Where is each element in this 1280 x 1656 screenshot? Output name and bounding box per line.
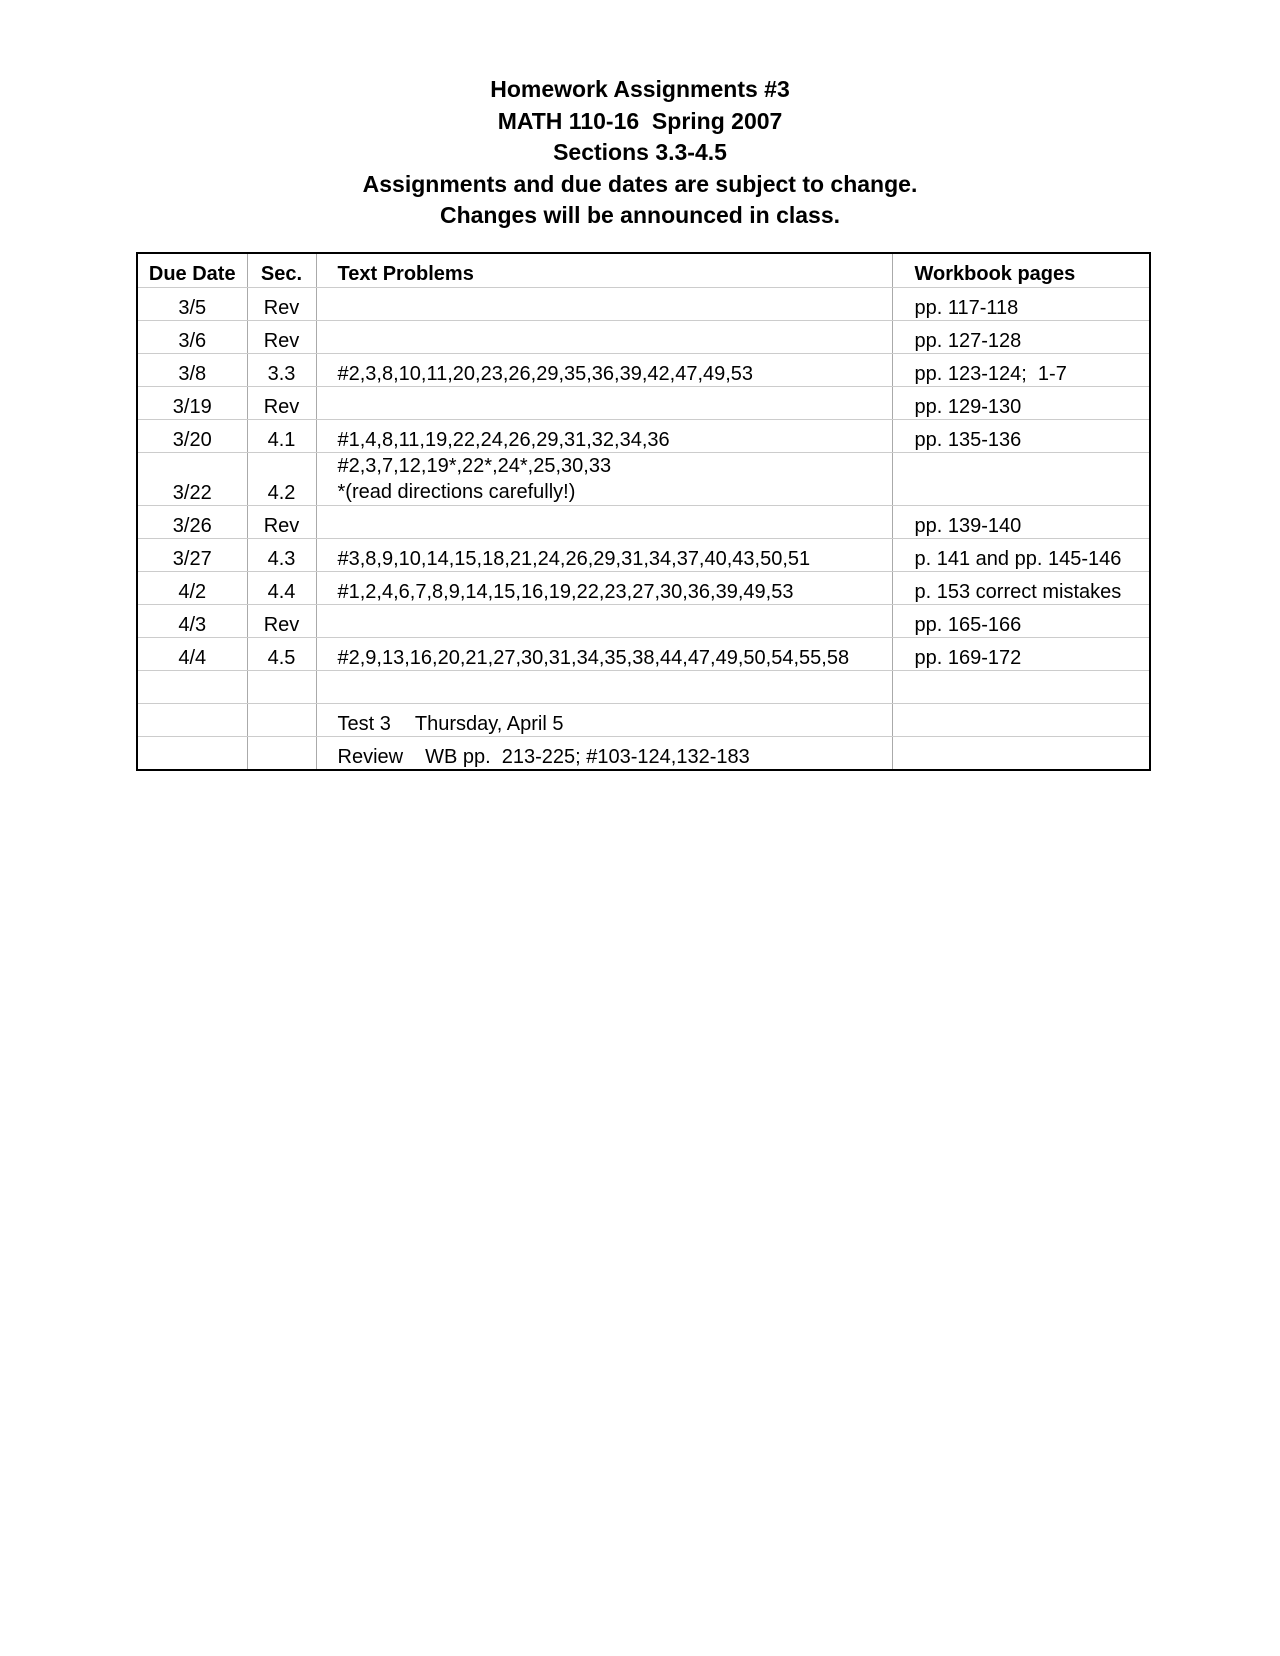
workbook-pages-cell: p. 153 correct mistakes [892, 572, 1150, 605]
section-cell: Rev [247, 605, 316, 638]
empty-cell [892, 737, 1150, 771]
text-problems-cell: #1,2,4,6,7,8,9,14,15,16,19,22,23,27,30,36,39,49,53 [316, 572, 892, 605]
table-header-row [137, 253, 1150, 288]
text-problems-cell [316, 387, 892, 420]
workbook-pages-cell: pp. 139-140 [892, 506, 1150, 539]
section-cell: 3.3 [247, 354, 316, 387]
column-header-workbook-pages: Workbook pages [892, 253, 1150, 288]
table-row [137, 387, 1150, 420]
section-cell: Rev [247, 321, 316, 354]
test-row [137, 704, 1150, 737]
column-header-text-problems: Text Problems [316, 253, 892, 288]
text-problems-cell [316, 321, 892, 354]
section-cell: 4.1 [247, 420, 316, 453]
workbook-pages-cell: p. 141 and pp. 145-146 [892, 539, 1150, 572]
table-row [137, 453, 1150, 506]
review-cell [316, 737, 892, 771]
due-date-cell: 4/3 [137, 605, 247, 638]
due-date-cell: 3/19 [137, 387, 247, 420]
empty-cell [247, 737, 316, 771]
notice-subject-to-change: Assignments and due dates are subject to change. [362, 170, 918, 197]
text-problems-cell: #1,4,8,11,19,22,24,26,29,31,32,34,36 [316, 420, 892, 453]
table-row [137, 572, 1150, 605]
empty-cell [137, 671, 247, 704]
section-cell: 4.3 [247, 539, 316, 572]
empty-cell [892, 704, 1150, 737]
text-problems-list: #2,3,7,12,19*,22*,24*,25,30,33 [337, 455, 612, 477]
document-title: Homework Assignments #3 [490, 76, 790, 102]
section-cell: Rev [247, 387, 316, 420]
workbook-pages-cell: pp. 169-172 [892, 638, 1150, 671]
workbook-pages-cell: pp. 129-130 [892, 387, 1150, 420]
sections-info: Sections 3.3-4.5 [553, 139, 727, 165]
text-problems-cell: #2,3,8,10,11,20,23,26,29,35,36,39,42,47,49,53 [316, 354, 892, 387]
empty-cell [316, 671, 892, 704]
table-row [137, 605, 1150, 638]
due-date-cell: 3/20 [137, 420, 247, 453]
due-date-cell: 4/4 [137, 638, 247, 671]
table-row [137, 288, 1150, 321]
document-header [0, 74, 1280, 232]
empty-cell [892, 671, 1150, 704]
due-date-cell: 3/8 [137, 354, 247, 387]
workbook-pages-cell [892, 453, 1150, 506]
section-cell: Rev [247, 506, 316, 539]
text-problems-cell [316, 453, 892, 506]
table-row [137, 420, 1150, 453]
review-label: Review [337, 746, 404, 768]
empty-cell [247, 671, 316, 704]
text-problems-cell [316, 605, 892, 638]
text-problems-cell: #2,9,13,16,20,21,27,30,31,34,35,38,44,47,49,50,54,55,58 [316, 638, 892, 671]
table-row [137, 506, 1150, 539]
section-cell: 4.2 [247, 453, 316, 506]
table-row [137, 321, 1150, 354]
course-info: MATH 110-16 Spring 2007 [497, 107, 783, 134]
due-date-cell: 4/2 [137, 572, 247, 605]
due-date-cell: 3/5 [137, 288, 247, 321]
table-row [137, 638, 1150, 671]
test-label: Test 3 [337, 713, 391, 735]
text-problems-cell [316, 506, 892, 539]
empty-row [137, 671, 1150, 704]
empty-cell [137, 737, 247, 771]
workbook-pages-cell: pp. 127-128 [892, 321, 1150, 354]
test-cell [316, 704, 892, 737]
column-header-due-date: Due Date [137, 253, 247, 288]
due-date-cell: 3/22 [137, 453, 247, 506]
due-date-cell: 3/27 [137, 539, 247, 572]
notice-announced-in-class: Changes will be announced in class. [439, 202, 841, 228]
empty-cell [137, 704, 247, 737]
section-cell: 4.4 [247, 572, 316, 605]
due-date-cell: 3/26 [137, 506, 247, 539]
review-row [137, 737, 1150, 771]
workbook-pages-cell: pp. 117-118 [892, 288, 1150, 321]
workbook-pages-cell: pp. 135-136 [892, 420, 1150, 453]
due-date-cell: 3/6 [137, 321, 247, 354]
test-date: Thursday, April 5 [414, 713, 564, 735]
workbook-pages-cell: pp. 123-124; 1-7 [892, 354, 1150, 387]
empty-cell [247, 704, 316, 737]
text-problems-cell: #3,8,9,10,14,15,18,21,24,26,29,31,34,37,40,43,50,51 [316, 539, 892, 572]
review-text: WB pp. 213-225; #103-124,132-183 [425, 746, 750, 768]
section-cell: Rev [247, 288, 316, 321]
section-cell: 4.5 [247, 638, 316, 671]
text-problems-note: *(read directions carefully!) [337, 481, 576, 503]
table-row [137, 539, 1150, 572]
assignments-table [136, 252, 1151, 771]
column-header-section: Sec. [247, 253, 316, 288]
text-problems-cell [316, 288, 892, 321]
table-row [137, 354, 1150, 387]
workbook-pages-cell: pp. 165-166 [892, 605, 1150, 638]
